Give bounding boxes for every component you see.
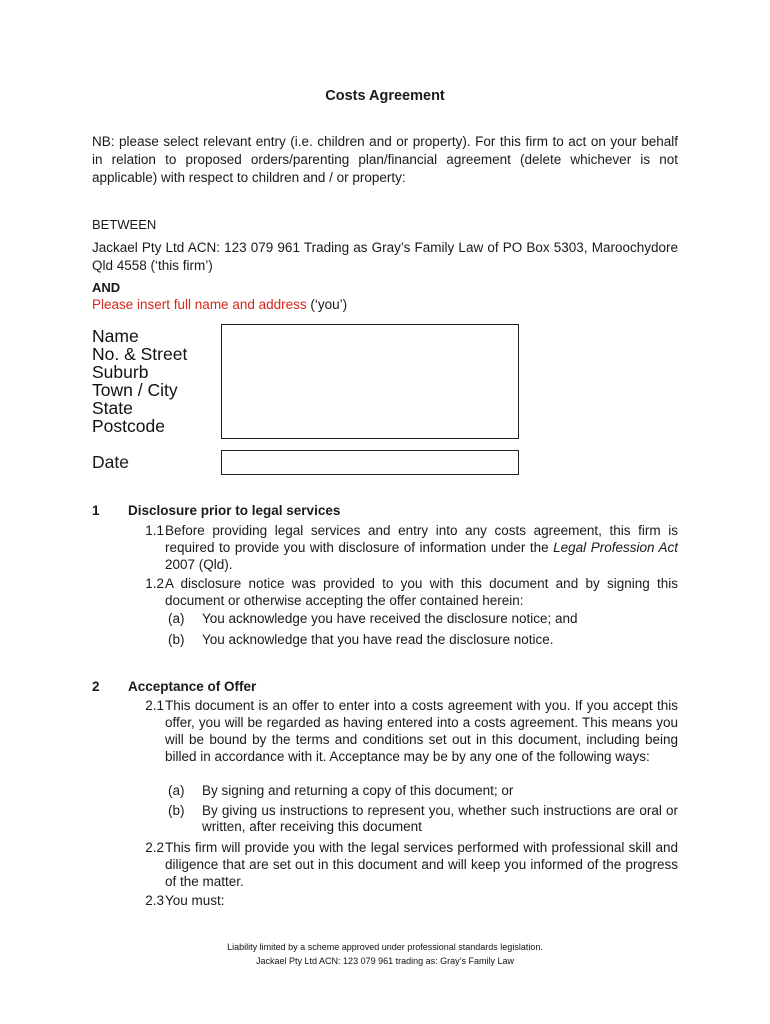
insert-prompt: Please insert full name and address [92, 297, 307, 312]
clause-1-2-text: A disclosure notice was provided to you with this document and by signing this document or otherwise accepting the offer contained herein: [165, 576, 678, 608]
clause-2-3-text: You must: [165, 893, 225, 908]
clause-1-1-text [165, 522, 678, 573]
document-title: Costs Agreement [325, 88, 445, 104]
state-label: State [92, 398, 133, 418]
town-label: Town / City [92, 380, 178, 400]
clause-1-2-a-text: You acknowledge you have received the disclosure notice; and [202, 611, 578, 626]
clause-1-2-number: 1.2 [145, 576, 164, 591]
clause-1-2-b-text: You acknowledge that you have read the disclosure notice. [202, 632, 554, 647]
date-label: Date [92, 452, 129, 472]
date-input-box[interactable] [221, 450, 519, 475]
footer-liability: Liability limited by a scheme approved under professional standards legislation. [227, 942, 543, 952]
clause-1-2-b-number: (b) [168, 632, 185, 647]
name-label: Name [92, 326, 139, 346]
clause-2-1-b-text: By giving us instructions to represent you, whether such instructions are oral or written, after receiving this document [202, 803, 678, 834]
clause-1-1-part-a: Before providing legal services and entry into any costs agreement, this firm is required to provide you with disclosure of information under the [165, 523, 678, 555]
clause-2-2-text: This firm will provide you with the legal services performed with professional skill and diligence that are set out in this document and will keep you informed of the progress of the matter. [165, 840, 678, 889]
address-input-box[interactable] [221, 324, 519, 439]
insert-you: (‘you’) [306, 297, 348, 312]
clause-2-2-number: 2.2 [145, 840, 164, 855]
between-label: BETWEEN [92, 217, 157, 232]
clause-2-1-a-number: (a) [168, 783, 185, 798]
legal-profession-act: Legal Profession Act [553, 540, 678, 555]
section-1-title: Disclosure prior to legal services [128, 503, 341, 518]
section-1-number: 1 [92, 503, 100, 518]
footer-firm: Jackael Pty Ltd ACN: 123 079 961 trading as: Gray’s Family Law [256, 956, 514, 966]
clause-2-1-text: This document is an offer to enter into a costs agreement with you. If you accept this offer, you will be regarded as having entered into a costs agreement. This means you will be bound by the terms and conditions set out in this document, including being billed in accordance with it. Acceptance may be by any one of the following ways: [165, 698, 678, 764]
section-2-number: 2 [92, 679, 100, 694]
and-label: AND [92, 280, 121, 295]
clause-2-1-b-number: (b) [168, 803, 185, 818]
clause-1-1-number: 1.1 [145, 523, 164, 538]
clause-2-1-a-text: By signing and returning a copy of this document; or [202, 783, 514, 798]
clause-1-1-part-b: 2007 (Qld). [165, 557, 233, 572]
section-2-title: Acceptance of Offer [128, 679, 257, 694]
postcode-label: Postcode [92, 416, 165, 436]
address-field-labels [92, 327, 187, 435]
insert-prompt-line [92, 297, 347, 312]
suburb-label: Suburb [92, 362, 149, 382]
clause-1-2-a-number: (a) [168, 611, 185, 626]
firm-party: Jackael Pty Ltd ACN: 123 079 961 Trading as Gray’s Family Law of PO Box 5303, Maroochydore Qld 4558 (‘this firm’) [92, 240, 678, 273]
clause-2-3-number: 2.3 [145, 893, 164, 908]
clause-2-1-number: 2.1 [145, 698, 164, 713]
intro-paragraph: NB: please select relevant entry (i.e. children and or property). For this firm to act on your behalf in relation to proposed orders/parenting plan/financial agreement (delete whichever is not applicable) with respect to children and / or property: [92, 134, 678, 185]
street-label: No. & Street [92, 344, 188, 364]
